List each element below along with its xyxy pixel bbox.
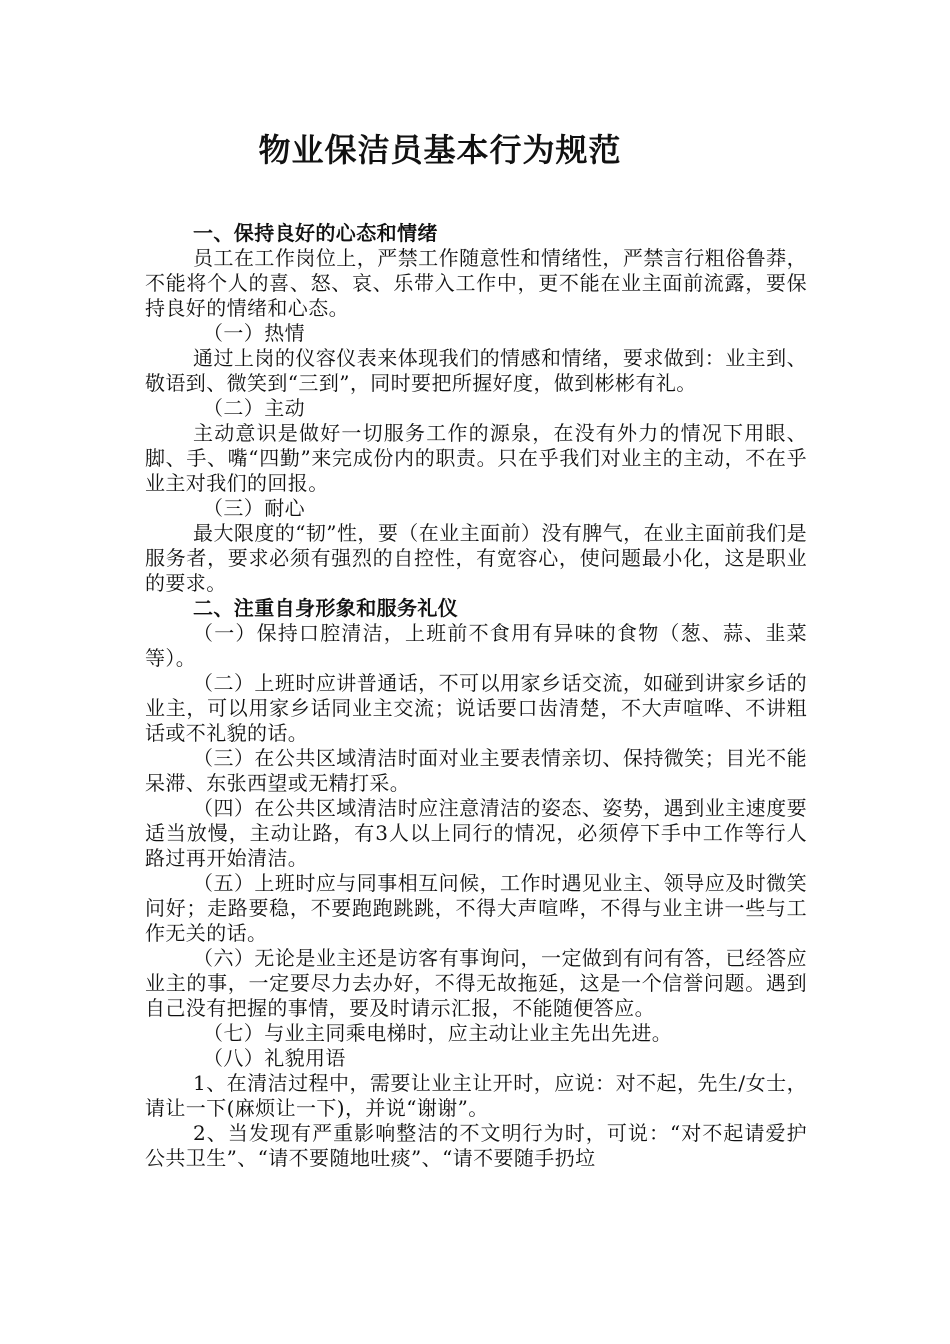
subsection-heading: （七）与业主同乘电梯时，应主动让业主先出先进。 bbox=[203, 1021, 673, 1045]
subsection-heading: （一）热情 bbox=[203, 321, 305, 345]
paragraph: （四）在公共区域清洁时应注意清洁的姿态、姿势，遇到业主速度要适当放慢，主动让路，有3人以上同行的情况，必须停下手中工作等行人路过再开始清洁。 bbox=[145, 796, 807, 870]
paragraph: （二）上班时应讲普通话，不可以用家乡话交流，如碰到讲家乡话的业主，可以用家乡话同业主交流；说话要口齿清楚，不大声喧哗、不讲粗话或不礼貌的话。 bbox=[145, 671, 807, 745]
paragraph: 最大限度的“韧”性，要（在业主面前）没有脾气，在业主面前我们是服务者，要求必须有强烈的自控性，有宽容心，使问题最小化，这是职业的要求。 bbox=[145, 521, 807, 595]
paragraph: 通过上岗的仪容仪表来体现我们的情感和情绪，要求做到：业主到、敬语到、微笑到“三到”，同时要把所握好度，做到彬彬有礼。 bbox=[145, 346, 807, 395]
paragraph: 主动意识是做好一切服务工作的源泉，在没有外力的情况下用眼、脚、手、嘴“四勤”来完成份内的职责。只在乎我们对业主的主动，不在乎业主对我们的回报。 bbox=[145, 421, 807, 495]
paragraph: 员工在工作岗位上，严禁工作随意性和情绪性，严禁言行粗俗鲁莽，不能将个人的喜、怒、哀、乐带入工作中，更不能在业主面前流露，要保持良好的情绪和心态。 bbox=[145, 246, 807, 320]
paragraph: （三）在公共区域清洁时面对业主要表情亲切、保持微笑；目光不能呆滞、东张西望或无精打采。 bbox=[145, 746, 807, 795]
document-body bbox=[145, 221, 807, 1171]
paragraph: （六）无论是业主还是访客有事询问，一定做到有问有答，已经答应业主的事，一定要尽力去办好，不得无故拖延，这是一个信誉问题。遇到自己没有把握的事情，要及时请示汇报，不能随便答应。 bbox=[145, 946, 807, 1020]
paragraph: （一）保持口腔清洁，上班前不食用有异味的食物（葱、蒜、韭菜等）。 bbox=[145, 621, 807, 670]
section-heading: 二、注重自身形象和服务礼仪 bbox=[193, 596, 459, 620]
subsection-heading: （三）耐心 bbox=[203, 496, 305, 520]
section-heading: 一、保持良好的心态和情绪 bbox=[193, 221, 438, 245]
paragraph: 1、在清洁过程中，需要让业主让开时，应说：对不起，先生/女士，请让一下(麻烦让一下)，并说“谢谢”。 bbox=[145, 1071, 807, 1120]
document-title: 物业保洁员基本行为规范 bbox=[258, 131, 622, 169]
subsection-heading: （二）主动 bbox=[203, 396, 305, 420]
paragraph: （五）上班时应与同事相互问候，工作时遇见业主、领导应及时微笑问好；走路要稳，不要跑跑跳跳，不得大声喧哗，不得与业主讲一些与工作无关的话。 bbox=[145, 871, 807, 945]
subsection-heading: （八）礼貌用语 bbox=[203, 1046, 346, 1070]
paragraph: 2、当发现有严重影响整洁的不文明行为时，可说：“对不起请爱护公共卫生”、“请不要随地吐痰”、“请不要随手扔垃 bbox=[145, 1121, 807, 1170]
